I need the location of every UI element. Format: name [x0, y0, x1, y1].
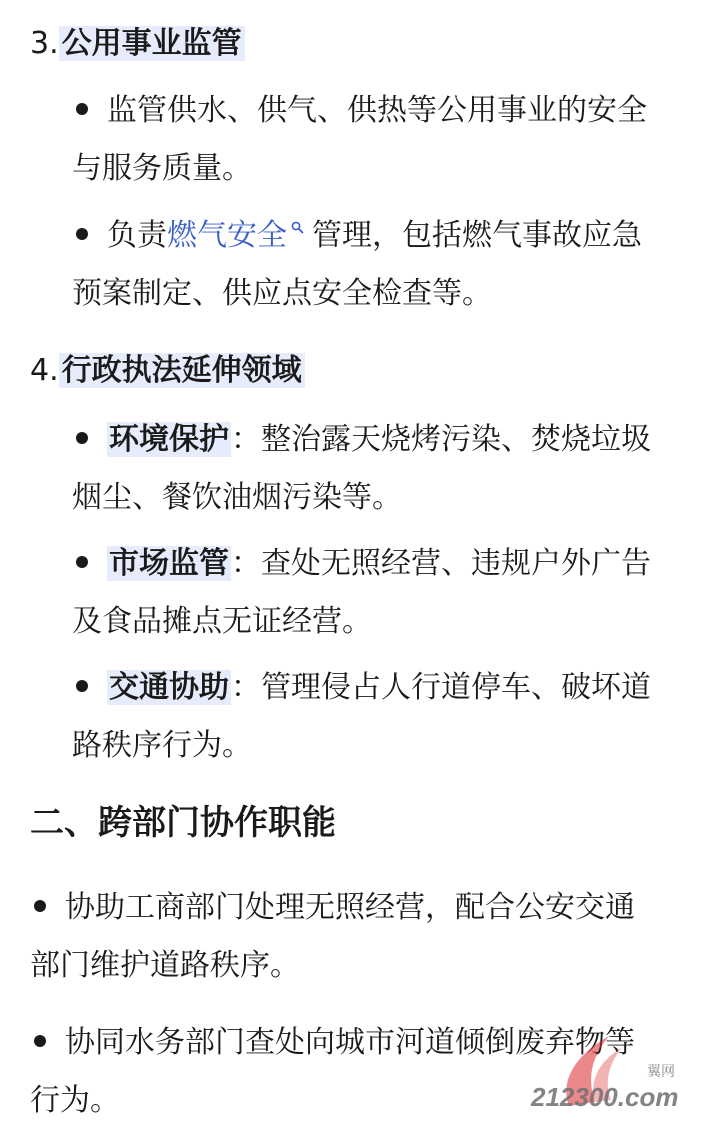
bullet-dot: [76, 103, 88, 115]
bullet-dot: [34, 900, 46, 912]
list-item: 协助工商部门处理无照经营，配合公安交通 部门维护道路秩序。: [30, 890, 635, 983]
section-heading-4: [30, 351, 305, 391]
list-item: 负责燃气安全 管理，包括燃气事故应急 预案制定、供应点安全检查等。: [72, 218, 642, 311]
bullet-dot: [34, 1035, 46, 1047]
section-title: 公用事业监管: [59, 26, 245, 61]
watermark-logo: [529, 1018, 689, 1118]
gas-safety-link[interactable]: 燃气安全: [167, 218, 287, 253]
bullet-dot: [76, 680, 88, 692]
bullet-dot: [76, 556, 88, 568]
search-icon[interactable]: [291, 221, 304, 234]
bullet-dot: [76, 432, 88, 444]
section-number: 4.: [30, 353, 59, 388]
list-item: 环境保护：整治露天烧烤污染、焚烧垃圾 烟尘、餐饮油烟污染等。: [72, 422, 651, 515]
watermark-text: 212300.com: [531, 1082, 679, 1112]
section-heading-3: [30, 24, 245, 64]
section-title: 行政执法延伸领域: [59, 353, 305, 388]
watermark-small-text: 翼网: [647, 1063, 675, 1079]
list-item: 市场监管：查处无照经营、违规户外广告 及食品摊点无证经营。: [72, 546, 651, 639]
part-heading: 二、跨部门协作职能: [30, 803, 336, 843]
section-number: 3.: [30, 26, 59, 61]
term: 交通协助: [109, 670, 229, 705]
list-item: 协同水务部门查处向城市河道倾倒废弃物等 行为。: [30, 1025, 635, 1118]
bullet-dot: [76, 228, 88, 240]
term: 市场监管: [109, 546, 229, 581]
list-item: 监管供水、供气、供热等公用事业的安全 与服务质量。: [72, 93, 647, 186]
term: 环境保护: [109, 422, 229, 457]
list-item: 交通协助：管理侵占人行道停车、破坏道 路秩序行为。: [72, 670, 651, 763]
